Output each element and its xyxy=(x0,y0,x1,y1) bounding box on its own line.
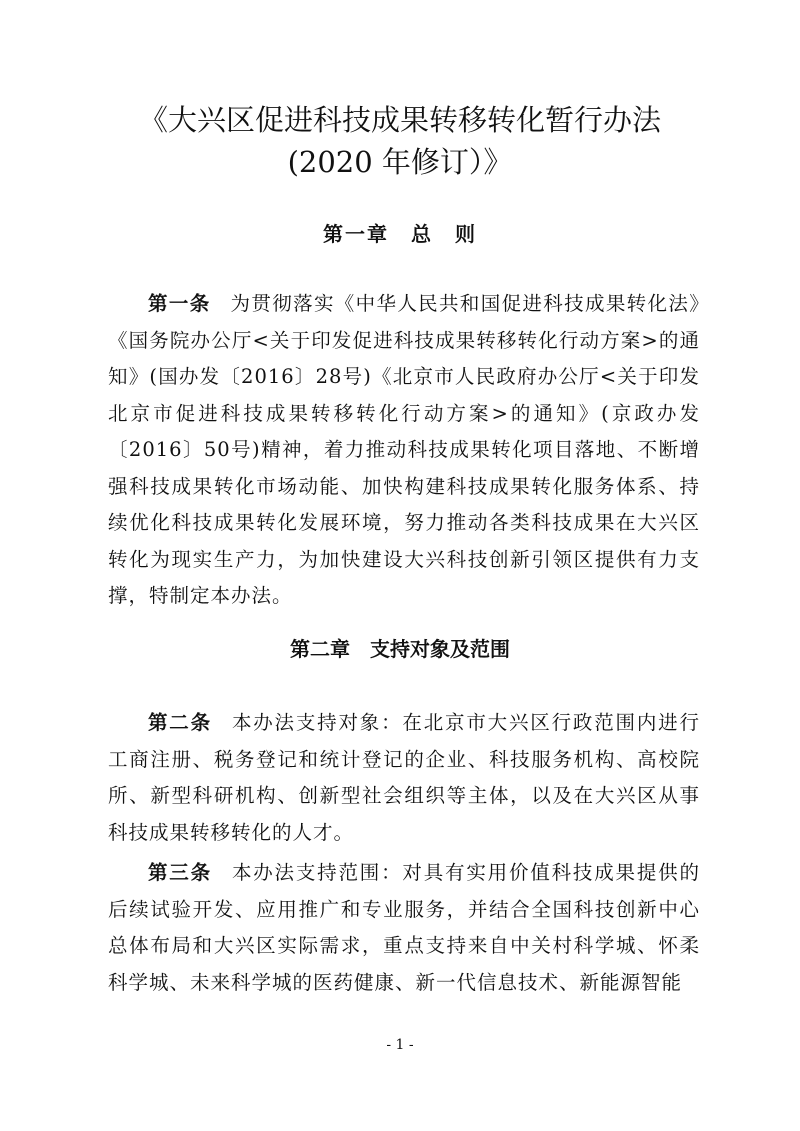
article-1-text: 为贯彻落实《中华人民共和国促进科技成果转化法》《国务院办公厅<关于印发促进科技成果转移转化行动方案>的通知》(国办发〔2016〕28号)《北京市人民政府办公厅<关于印发北京市促进科技成果转移转化行动方案>的通知》(京政办发〔2016〕50号)精神，着力推动科技成果转化项目落地、不断增强科技成果转化市场动能、加快构建科技成果转化服务体系、持续优化科技成果转化发展环境，努力推动各类科技成果在大兴区转化为现实生产力，为加快建设大兴科技创新引领区提供有力支撑，特制定本办法。 xyxy=(108,292,700,607)
article-1-paragraph xyxy=(108,286,700,615)
article-3-label: 第三条 xyxy=(148,861,212,884)
article-1-label: 第一条 xyxy=(148,292,211,315)
document-title-line-2: (2020 年修订）》 xyxy=(287,145,513,179)
chapter-2-heading: 第二章 支持对象及范围 xyxy=(290,637,510,661)
article-2-paragraph xyxy=(108,705,700,851)
article-2-text: 本办法支持对象：在北京市大兴区行政范围内进行工商注册、税务登记和统计登记的企业、科技服务机构、高校院所、新型科研机构、创新型社会组织等主体，以及在大兴区从事科技成果转移转化的人才。 xyxy=(108,711,700,844)
document-title-line-1: 《大兴区促进科技成果转移转化暂行办法 xyxy=(138,103,661,137)
chapter-1-heading: 第一章 总 则 xyxy=(323,222,477,246)
article-3-paragraph xyxy=(108,855,700,1001)
article-3-text: 本办法支持范围：对具有实用价值科技成果提供的后续试验开发、应用推广和专业服务，并结合全国科技创新中心总体布局和大兴区实际需求，重点支持来自中关村科学城、怀柔科学城、未来科学城的医药健康、新一代信息技术、新能源智能 xyxy=(108,861,700,994)
page-number: - 1 - xyxy=(386,1037,414,1053)
article-2-label: 第二条 xyxy=(148,711,212,734)
